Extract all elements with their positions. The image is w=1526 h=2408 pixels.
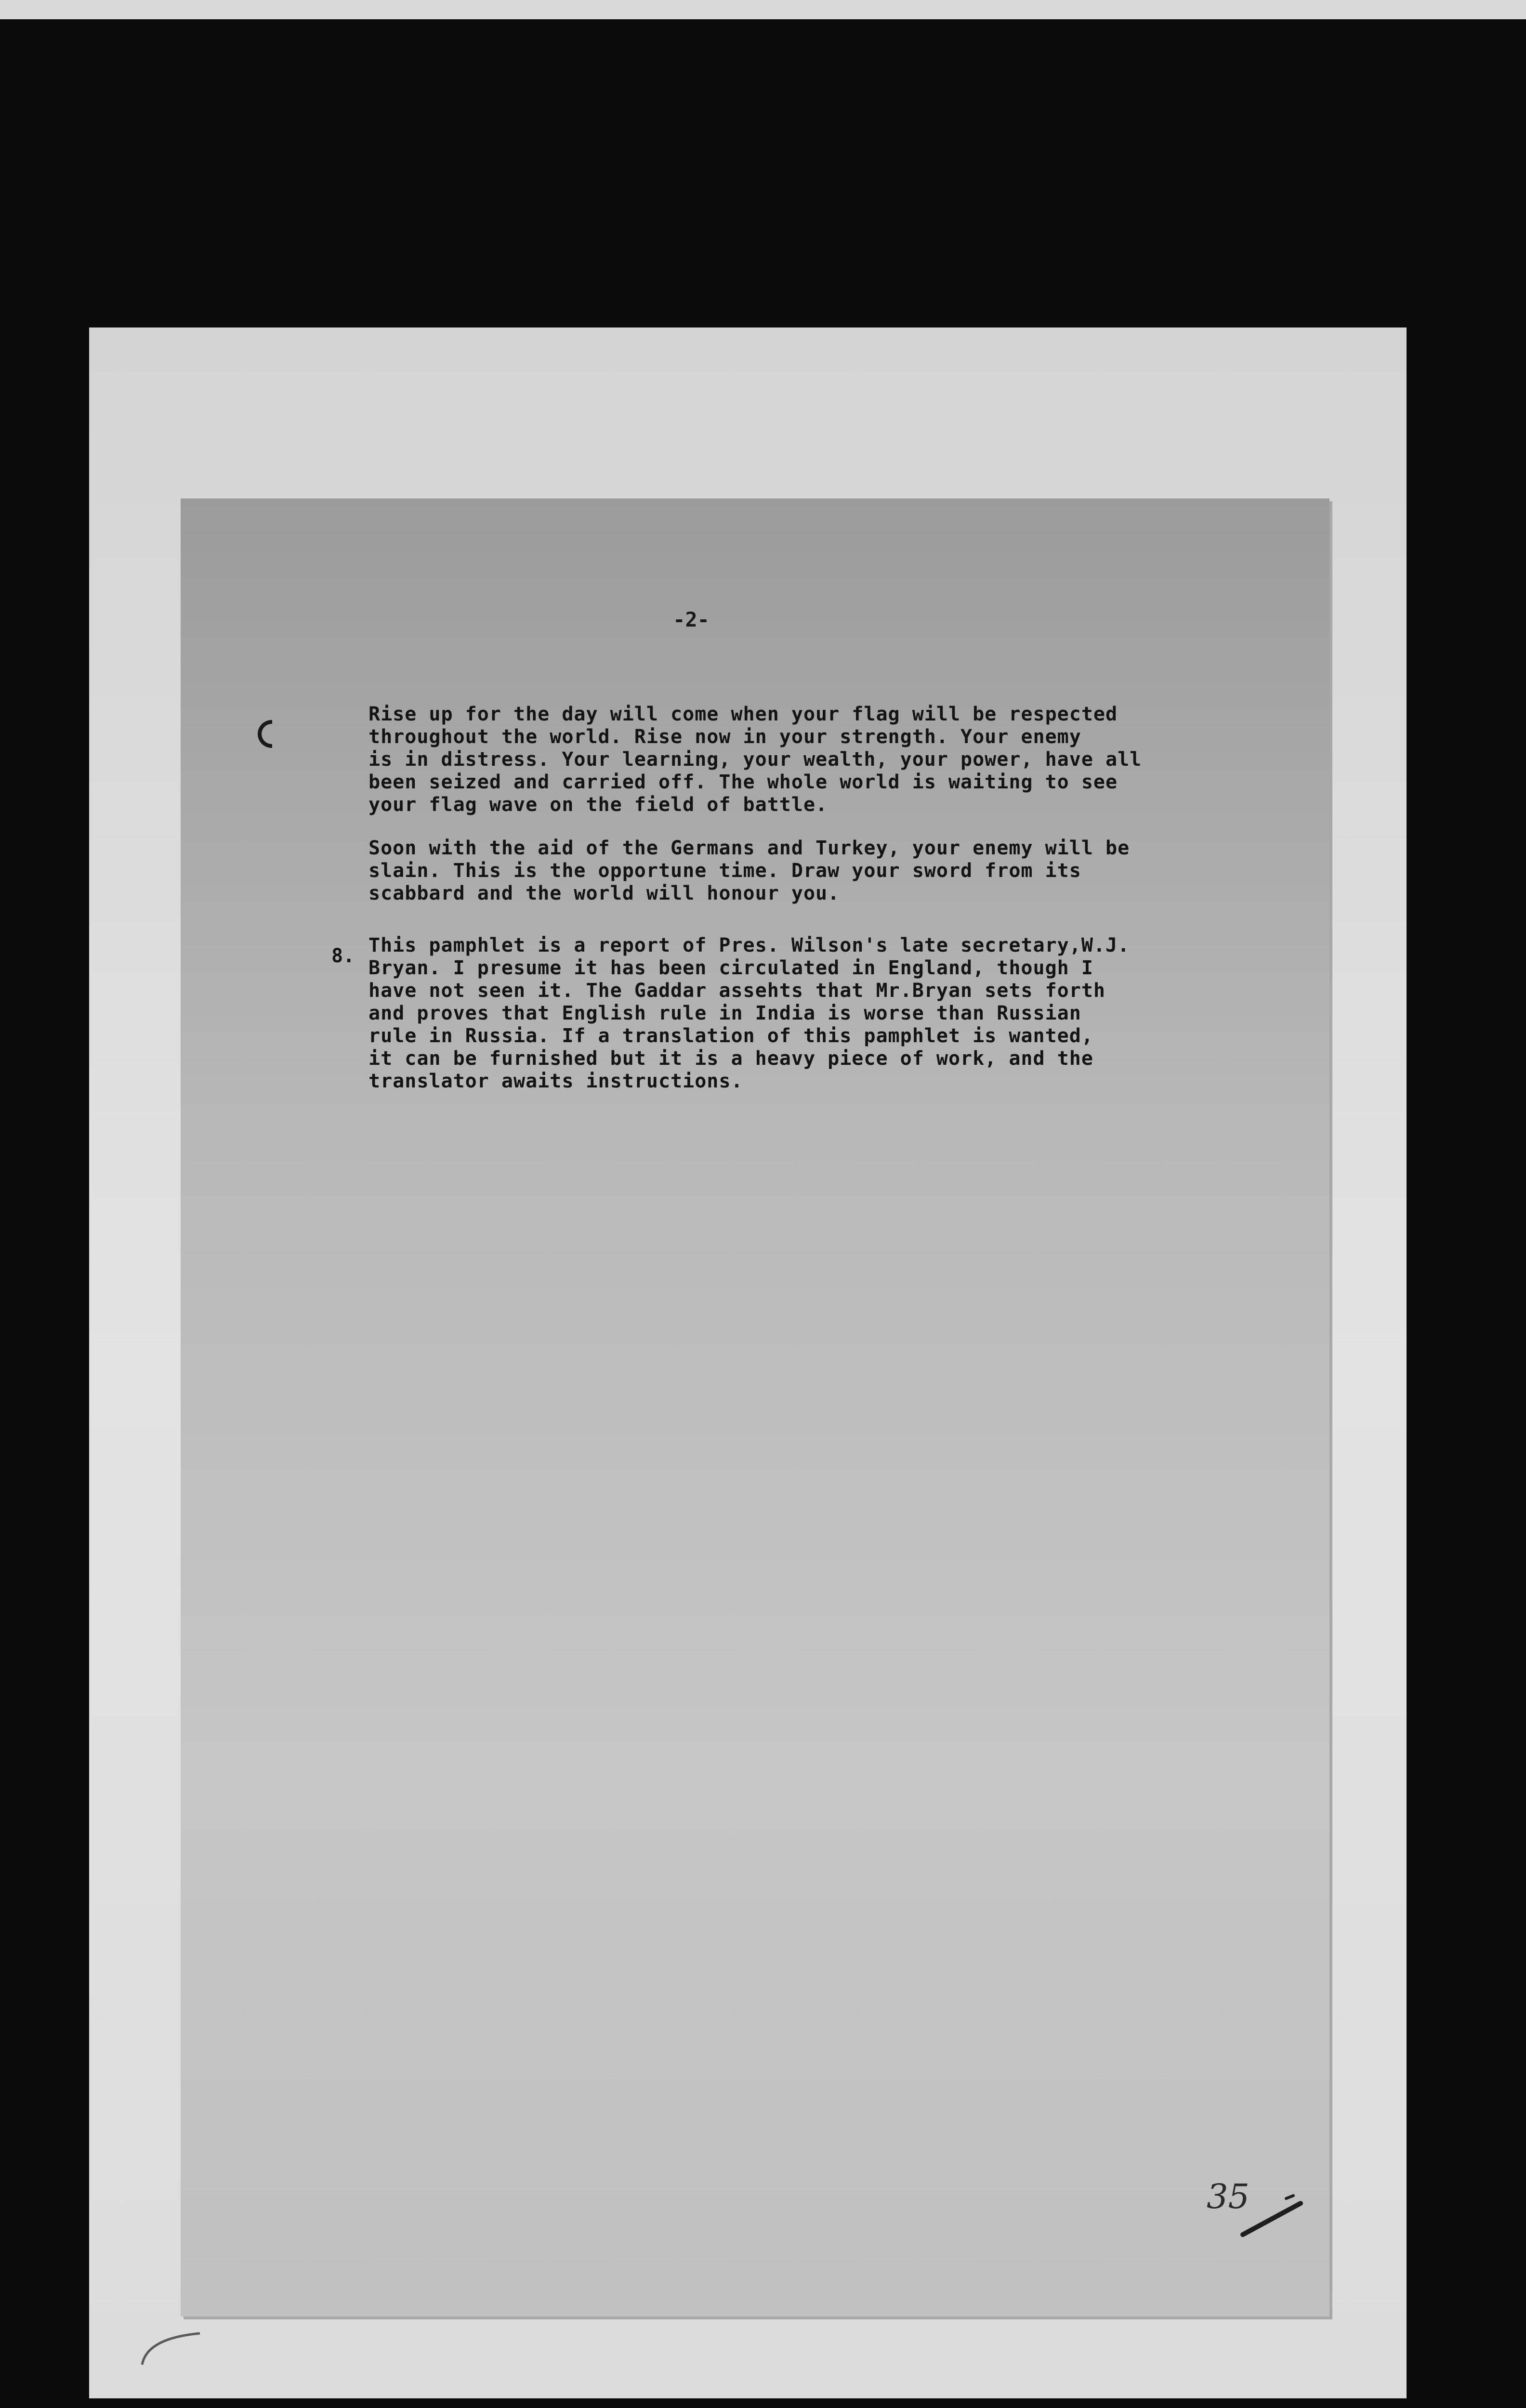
paragraph-1: Rise up for the day will come when your flag will be respected throughout the world. Rise now in your strength. Your enemy is in distress. Your learning, your wealth, your power, have all been seized and carried off. The whole world is waiting to see your flag wave on the field of battle. — [368, 703, 1142, 816]
page-number: -2- — [673, 608, 710, 631]
item-number: 8. — [331, 945, 355, 967]
handwritten-page-note: 35 — [1207, 2177, 1250, 2216]
pencil-curl-mark — [137, 2329, 205, 2367]
film-edge-strip — [0, 0, 1526, 19]
paragraph-3: This pamphlet is a report of Pres. Wilson's late secretary,W.J. Bryan. I presume it has been circulated in England, though I have not seen it. The Gaddar assehts that Mr.Bryan sets forth and proves that English rule in India is worse than Russian rule in Russia. If a translation of this pamphlet is wanted, it can be furnished but it is a heavy piece of work, and the translator awaits instructions. — [368, 934, 1130, 1092]
paragraph-2: Soon with the aid of the Germans and Turkey, your enemy will be slain. This is the opportune time. Draw your sword from its scabbard and the world will honour you. — [368, 837, 1130, 904]
handwritten-slash-mark — [1240, 2194, 1303, 2237]
